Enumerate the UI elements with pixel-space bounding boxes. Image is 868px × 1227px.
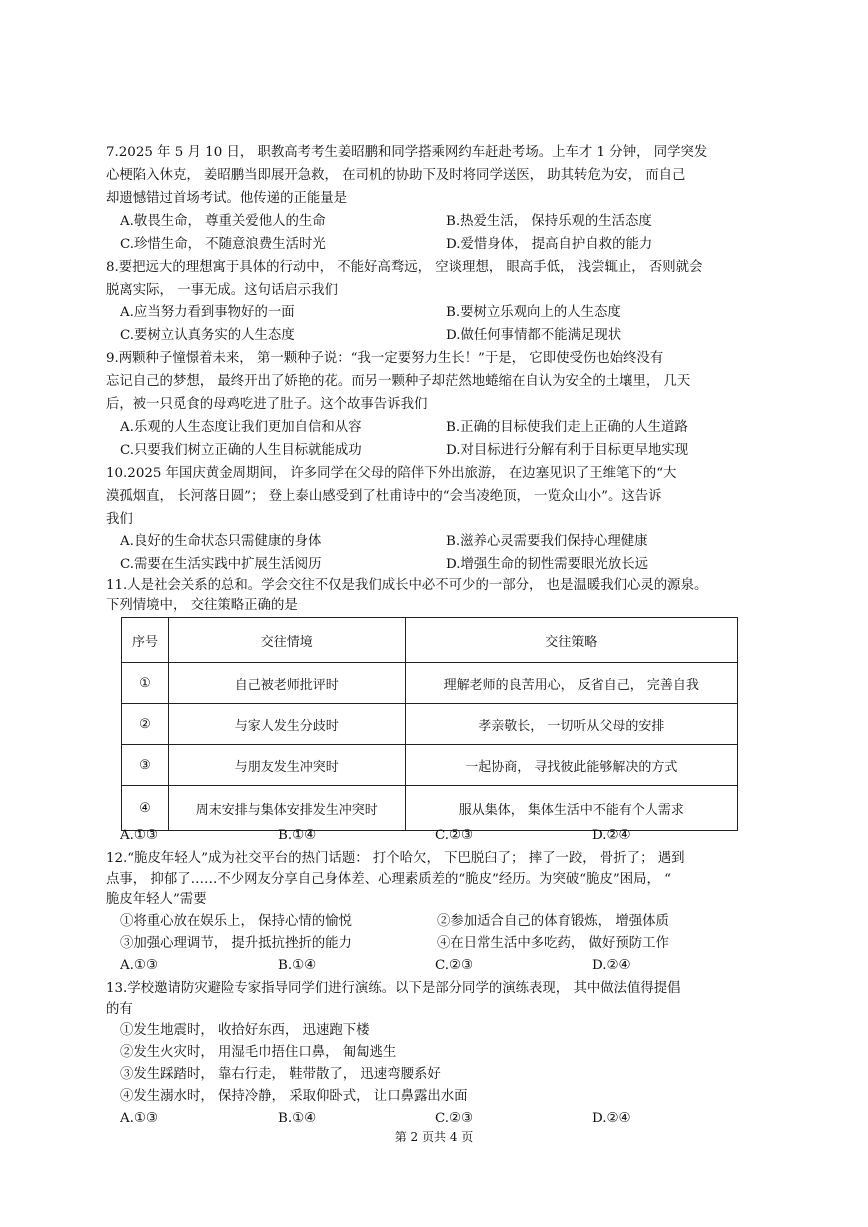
- question-7-line-1: 7.2025 年 5 月 10 日， 职教高考考生姜昭鹏和同学搭乘网约车赶赴考场。上车才 1 分钟， 同学突发: [106, 145, 708, 160]
- question-7-option-a: A.敬畏生命， 尊重关爱他人的生命: [120, 214, 326, 229]
- question-11-option-c: C.②③: [435, 828, 474, 843]
- table-cell: 理解老师的良苦用心， 反省自己， 完善自我: [405, 663, 737, 704]
- question-10-option-c: C.需要在生活实践中扩展生活阅历: [120, 557, 322, 572]
- question-12-line-3: 脆皮年轻人”需要: [106, 892, 207, 907]
- table-cell: 与朋友发生冲突时: [168, 745, 405, 786]
- question-12-item-4: ④在日常生活中多吃药， 做好预防工作: [437, 936, 669, 951]
- question-13-line-2: 的有: [106, 1002, 133, 1017]
- question-10-line-1: 10.2025 年国庆黄金周期间， 许多同学在父母的陪伴下外出旅游， 在边塞见识了王维笔下的“大: [106, 466, 677, 481]
- question-13-option-a: A.①③: [120, 1111, 158, 1126]
- table-cell: 服从集体， 集体生活中不能有个人需求: [405, 786, 737, 831]
- question-9-line-1: 9.两颗种子憧憬着未来， 第一颗种子说：“我一定要努力生长！”于是， 它即使受伤也始终没有: [106, 351, 664, 366]
- table-cell: 一起协商， 寻找彼此能够解决的方式: [405, 745, 737, 786]
- question-9-option-a: A.乐观的人生态度让我们更加自信和从容: [120, 420, 362, 435]
- table-row: [122, 786, 738, 831]
- question-7-line-3: 却遗憾错过首场考试。他传递的正能量是: [106, 191, 348, 206]
- question-9-option-d: D.对目标进行分解有利于目标更早地实现: [446, 443, 689, 458]
- question-12-option-c: C.②③: [435, 958, 474, 973]
- table-cell: ①: [122, 663, 169, 704]
- table-cell: ④: [122, 786, 169, 831]
- question-12-line-2: 点事， 抑郁了……不少网友分享自己身体差、心理素质差的“脆皮”经历。为突破“脆皮”困局， “: [106, 872, 671, 887]
- table-cell: 孝亲敬长， 一切听从父母的安排: [405, 704, 737, 745]
- question-7-line-2: 心梗陷入休克， 姜昭鹏当即展开急救， 在司机的协助下及时将同学送医， 助其转危为安， 而自己: [106, 168, 686, 183]
- page-number: 第 2 页共 4 页: [394, 1130, 474, 1144]
- table-row: [122, 663, 738, 704]
- question-11-line-2: 下列情境中， 交往策略正确的是: [106, 598, 298, 613]
- table-cell: 自己被老师批评时: [168, 663, 405, 704]
- question-12-line-1: 12.“脆皮年轻人”成为社交平台的热门话题： 打个哈欠， 下巴脱臼了； 摔了一跤， 骨折了； 遇到: [106, 851, 685, 866]
- question-11-option-b: B.①④: [278, 828, 317, 843]
- question-10-option-b: B.滋养心灵需要我们保持心理健康: [446, 534, 648, 549]
- question-8-option-b: B.要树立乐观向上的人生态度: [446, 305, 621, 320]
- question-13-item-1: ①发生地震时， 收拾好东西， 迅速跑下楼: [120, 1023, 370, 1038]
- question-12-option-d: D.②④: [592, 958, 631, 973]
- question-13-item-4: ④发生溺水时， 保持冷静， 采取仰卧式， 让口鼻露出水面: [120, 1089, 468, 1104]
- question-9-option-b: B.正确的目标使我们走上正确的人生道路: [446, 420, 688, 435]
- question-7-option-b: B.热爱生活， 保持乐观的生活态度: [446, 214, 652, 229]
- question-7-option-d: D.爱惜身体， 提高自护自救的能力: [446, 237, 653, 252]
- table-row: [122, 704, 738, 745]
- table-header-cell: 序号: [122, 618, 169, 663]
- question-13-option-d: D.②④: [592, 1111, 631, 1126]
- question-8-option-d: D.做任何事情都不能满足现状: [446, 328, 622, 343]
- question-8-option-c: C.要树立认真务实的人生态度: [120, 328, 295, 343]
- question-13-item-3: ③发生踩踏时， 靠右行走， 鞋带散了， 迅速弯腰系好: [120, 1067, 441, 1082]
- question-12-item-1: ①将重心放在娱乐上， 保持心情的愉悦: [120, 914, 352, 929]
- question-9-line-2: 忘记自己的梦想， 最终开出了娇艳的花。而另一颗种子却茫然地蜷缩在自认为安全的土壤里， 几天: [106, 374, 691, 389]
- question-11-line-1: 11.人是社会关系的总和。学会交往不仅是我们成长中必不可少的一部分， 也是温暖我们心灵的源泉。: [106, 578, 708, 593]
- question-12-option-b: B.①④: [278, 958, 317, 973]
- question-7-option-c: C.珍惜生命， 不随意浪费生活时光: [120, 237, 326, 252]
- strategy-table: [121, 617, 738, 831]
- question-13-option-c: C.②③: [435, 1111, 474, 1126]
- question-10-option-d: D.增强生命的韧性需要眼光放长远: [446, 557, 648, 572]
- table-header-cell: 交往情境: [168, 618, 405, 663]
- question-9-line-3: 后，被一只觅食的母鸡吃进了肚子。这个故事告诉我们: [106, 397, 428, 412]
- question-13-option-b: B.①④: [278, 1111, 317, 1126]
- question-12-item-2: ②参加适合自己的体育锻炼， 增强体质: [437, 914, 669, 929]
- table-header-cell: 交往策略: [405, 618, 737, 663]
- question-10-line-2: 漠孤烟直， 长河落日圆”； 登上泰山感受到了杜甫诗中的“会当凌绝顶， 一览众山小”。这告诉: [106, 489, 662, 504]
- question-13-line-1: 13.学校邀请防灾避险专家指导同学们进行演练。以下是部分同学的演练表现， 其中做法值得提倡: [106, 981, 681, 996]
- question-13-item-2: ②发生火灾时， 用湿毛巾捂住口鼻， 匍匐逃生: [120, 1045, 397, 1060]
- question-10-option-a: A.良好的生命状态只需健康的身体: [120, 534, 322, 549]
- question-9-option-c: C.只要我们树立正确的人生目标就能成功: [120, 443, 362, 458]
- table-row: [122, 745, 738, 786]
- table-cell: ②: [122, 704, 169, 745]
- table-cell: 周末安排与集体安排发生冲突时: [168, 786, 405, 831]
- table-cell: 与家人发生分歧时: [168, 704, 405, 745]
- question-8-option-a: A.应当努力看到事物好的一面: [120, 305, 295, 320]
- question-8-line-1: 8.要把远大的理想寓于具体的行动中， 不能好高骛远， 空谈理想， 眼高手低， 浅尝辄止， 否则就会: [106, 260, 703, 275]
- table-header-row: [122, 618, 738, 663]
- table-cell: ③: [122, 745, 169, 786]
- question-11-option-a: A.①③: [120, 828, 158, 843]
- question-11-option-d: D.②④: [592, 828, 631, 843]
- question-10-line-3: 我们: [106, 512, 133, 527]
- question-12-option-a: A.①③: [120, 958, 158, 973]
- question-8-line-2: 脱离实际， 一事无成。这句话启示我们: [106, 283, 338, 298]
- question-12-item-3: ③加强心理调节， 提升抵抗挫折的能力: [120, 936, 352, 951]
